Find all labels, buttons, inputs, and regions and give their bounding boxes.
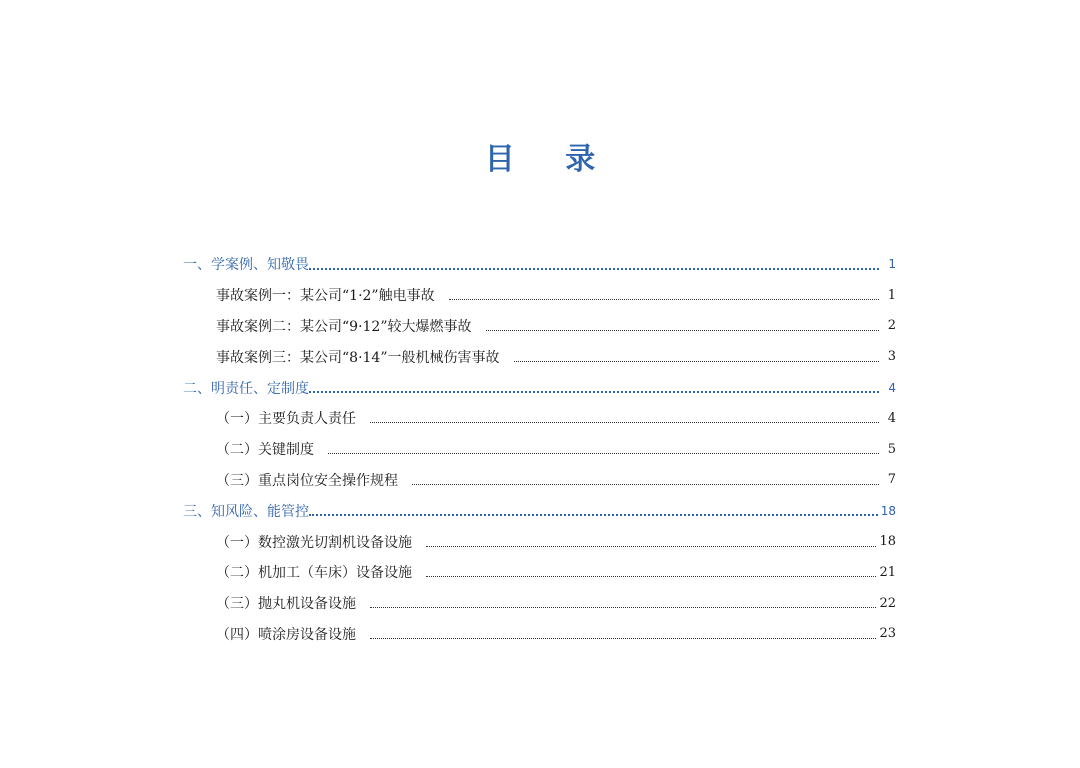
dot-leader: [370, 421, 879, 423]
toc-section-label: 三、知风险、能管控: [183, 503, 309, 520]
dot-leader: [309, 513, 878, 516]
page-title: 目 录: [484, 142, 616, 177]
toc-entry-row[interactable]: [183, 588, 896, 619]
toc-section-label: 二、明责任、定制度: [183, 380, 309, 397]
dot-leader: [328, 452, 879, 454]
toc-page-number: 1: [888, 257, 896, 272]
toc-entry-label: （四）喷涂房设备设施: [216, 626, 356, 643]
toc-entry-label: （一）数控激光切割机设备设施: [216, 534, 412, 551]
dot-leader: [412, 483, 879, 485]
dot-leader: [449, 298, 879, 300]
dot-leader: [486, 329, 880, 331]
toc-entry-label: （一）主要负责人责任: [216, 411, 356, 428]
toc-entry-label: （二）机加工（车床）设备设施: [216, 565, 412, 582]
toc-page-number: 7: [887, 472, 896, 488]
toc-section-row[interactable]: [183, 495, 896, 526]
toc-entry-label: （三）抛丸机设备设施: [216, 596, 356, 613]
toc-page-number: 23: [879, 626, 896, 642]
dot-leader: [514, 360, 880, 362]
toc-page-number: 18: [879, 534, 896, 550]
toc-entry-label: 事故案例三：某公司“8·14”一般机械伤害事故: [216, 349, 500, 366]
toc-entry-row[interactable]: [183, 403, 896, 434]
dot-leader: [309, 390, 879, 393]
toc-page-number: 18: [880, 503, 896, 518]
toc-entry-label: 事故案例二：某公司“9·12”较大爆燃事故: [216, 318, 472, 335]
dot-leader: [309, 267, 879, 270]
toc-entry-row[interactable]: [183, 619, 896, 650]
toc-page-number: 3: [887, 349, 896, 365]
toc-entry-row[interactable]: [183, 341, 896, 372]
toc-page-number: 21: [879, 564, 896, 580]
toc-entry-row[interactable]: [183, 465, 896, 496]
toc-page-number: 5: [887, 441, 896, 457]
toc-page-number: 22: [879, 595, 896, 611]
toc-section-label: 一、学案例、知敬畏: [183, 257, 309, 274]
dot-leader: [370, 637, 876, 639]
toc-entry-label: （三）重点岗位安全操作规程: [216, 472, 398, 489]
table-of-contents: [183, 249, 896, 649]
toc-page-number: 1: [887, 287, 896, 303]
toc-entry-row[interactable]: [183, 311, 896, 342]
toc-section-row[interactable]: [183, 249, 896, 280]
toc-page-number: 4: [887, 410, 896, 426]
toc-entry-label: 事故案例一：某公司“1·2”触电事故: [216, 288, 435, 305]
toc-entry-label: （二）关键制度: [216, 442, 314, 459]
dot-leader: [426, 575, 876, 577]
toc-entry-row[interactable]: [183, 557, 896, 588]
dot-leader: [370, 606, 876, 608]
dot-leader: [426, 545, 876, 547]
toc-entry-row[interactable]: [183, 280, 896, 311]
toc-page-number: 2: [887, 318, 896, 334]
toc-entry-row[interactable]: [183, 434, 896, 465]
toc-page-number: 4: [888, 380, 896, 395]
toc-section-row[interactable]: [183, 372, 896, 403]
toc-entry-row[interactable]: [183, 526, 896, 557]
